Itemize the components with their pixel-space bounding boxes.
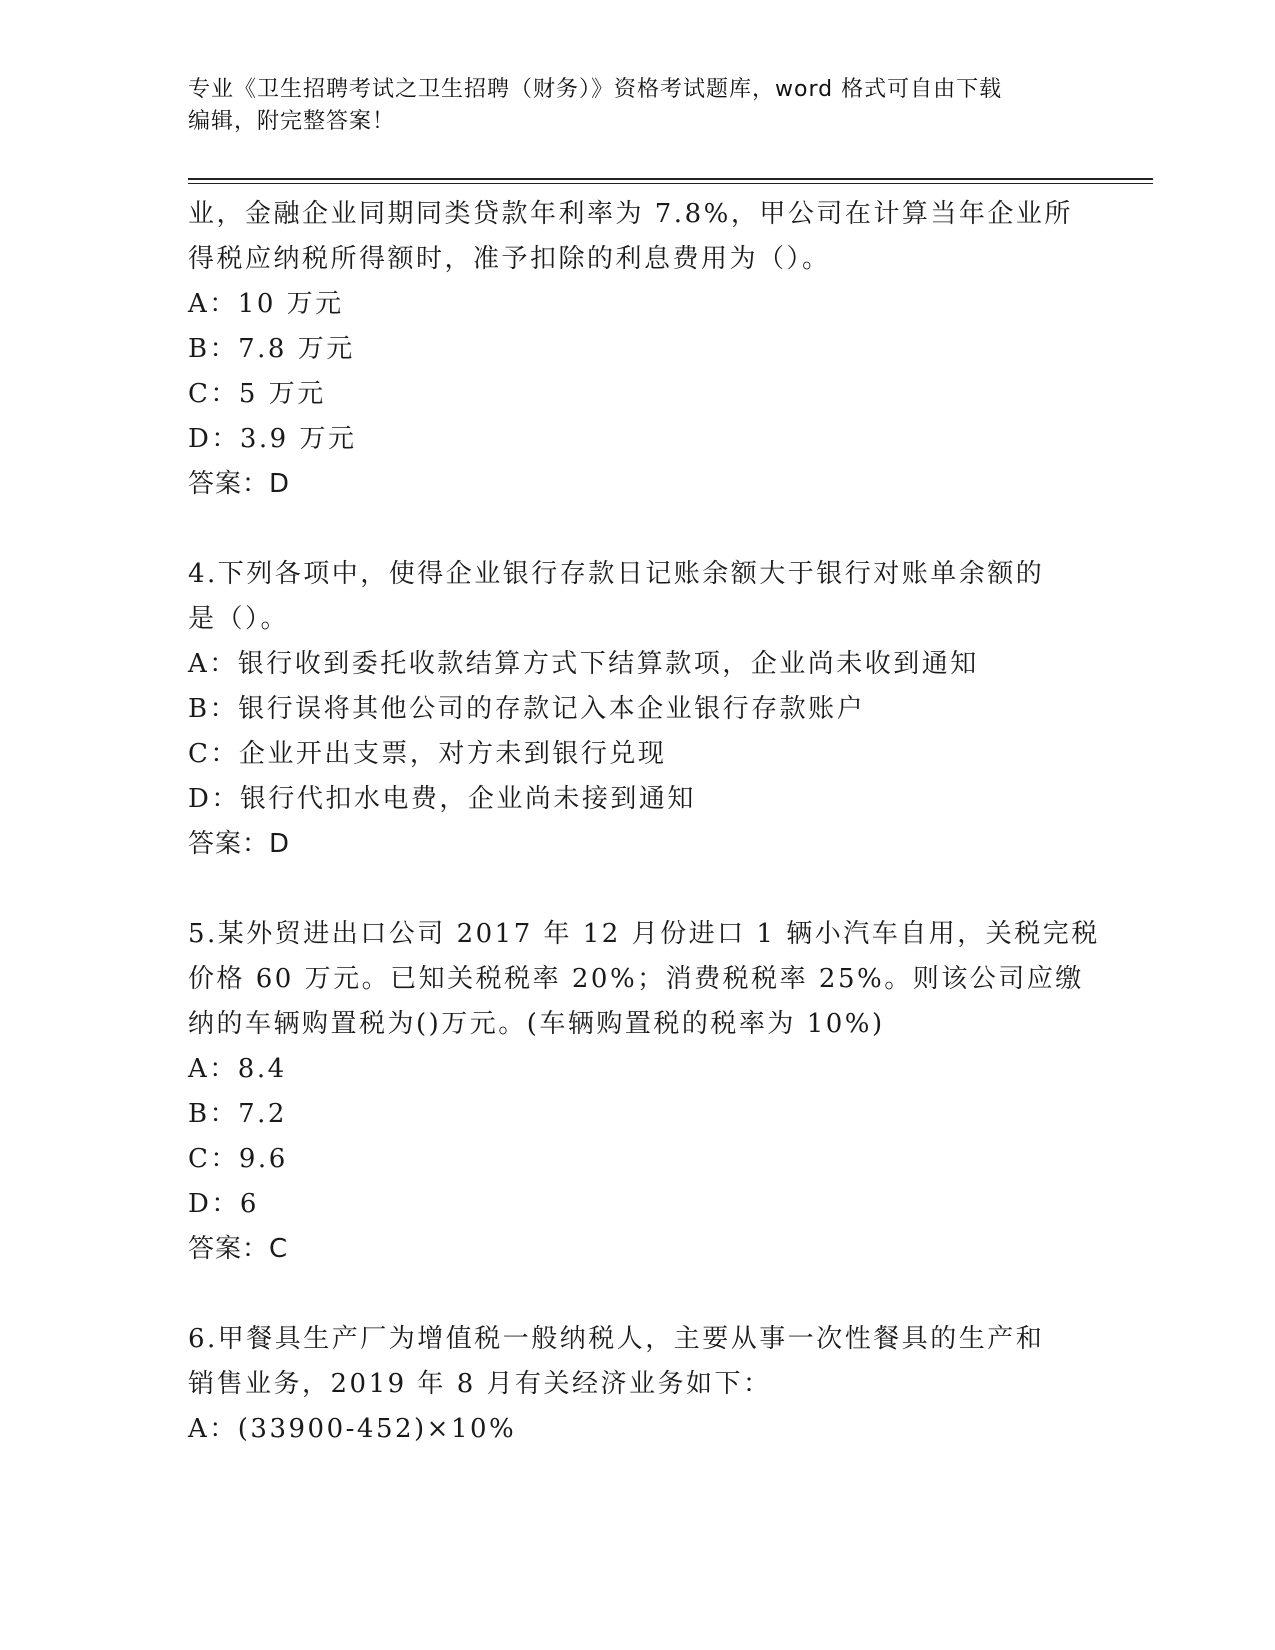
- option-a: A：8.4: [188, 1054, 287, 1084]
- option-d: D：3.9 万元: [188, 424, 357, 454]
- question-stem-line: 价格 60 万元。已知关税税率 20%；消费税税率 25%。则该公司应缴: [188, 964, 1084, 994]
- question-stem-line: 业，金融企业同期同类贷款年利率为 7.8%，甲公司在计算当年企业所: [188, 199, 1073, 229]
- option-c: C：企业开出支票，对方未到银行兑现: [188, 739, 667, 769]
- header-divider-thick: [188, 178, 1153, 180]
- question-list: [188, 192, 1100, 1452]
- option-a: A：(33900-452)×10%: [188, 1414, 517, 1444]
- answer-line: 答案：C: [188, 1234, 289, 1264]
- document-header: [188, 74, 1088, 138]
- option-b: B：7.2: [188, 1099, 287, 1129]
- question-stem-line: 得税应纳税所得额时，准予扣除的利息费用为（）。: [188, 244, 831, 274]
- option-c: C：5 万元: [188, 379, 326, 409]
- question-stem-line: 4.下列各项中，使得企业银行存款日记账余额大于银行对账单余额的: [188, 559, 1045, 589]
- header-line-2: 编辑，附完整答案！: [188, 109, 396, 134]
- spacer: [188, 1272, 1088, 1317]
- option-a: A：10 万元: [188, 289, 344, 319]
- question-stem-line: 6.甲餐具生产厂为增值税一般纳税人，主要从事一次性餐具的生产和: [188, 1324, 1045, 1354]
- question-block: [188, 912, 1100, 1272]
- question-stem-line: 纳的车辆购置税为()万元。(车辆购置税的税率为 10%): [188, 1009, 885, 1039]
- header-line-1: 专业《卫生招聘考试之卫生招聘（财务）》资格考试题库，word 格式可自由下载: [188, 77, 1003, 102]
- question-stem-line: 是（）。: [188, 604, 290, 634]
- question-stem-line: 销售业务，2019 年 8 月有关经济业务如下：: [188, 1369, 772, 1399]
- option-c: C：9.6: [188, 1144, 288, 1174]
- question-block: [188, 1317, 1088, 1452]
- option-d: D：6: [188, 1189, 259, 1219]
- option-d: D：银行代扣水电费，企业尚未接到通知: [188, 784, 696, 814]
- option-a: A：银行收到委托收款结算方式下结算款项，企业尚未收到通知: [188, 649, 979, 679]
- option-b: B：银行误将其他公司的存款记入本企业银行存款账户: [188, 694, 866, 724]
- question-stem-line: 5.某外贸进出口公司 2017 年 12 月份进口 1 辆小汽车自用，关税完税: [188, 919, 1100, 949]
- question-block: [188, 192, 1088, 507]
- answer-line: 答案：D: [188, 469, 291, 499]
- spacer: [188, 867, 1088, 912]
- spacer: [188, 507, 1088, 552]
- answer-line: 答案：D: [188, 829, 291, 859]
- question-block: [188, 552, 1088, 867]
- header-divider-thin: [188, 183, 1153, 184]
- option-b: B：7.8 万元: [188, 334, 355, 364]
